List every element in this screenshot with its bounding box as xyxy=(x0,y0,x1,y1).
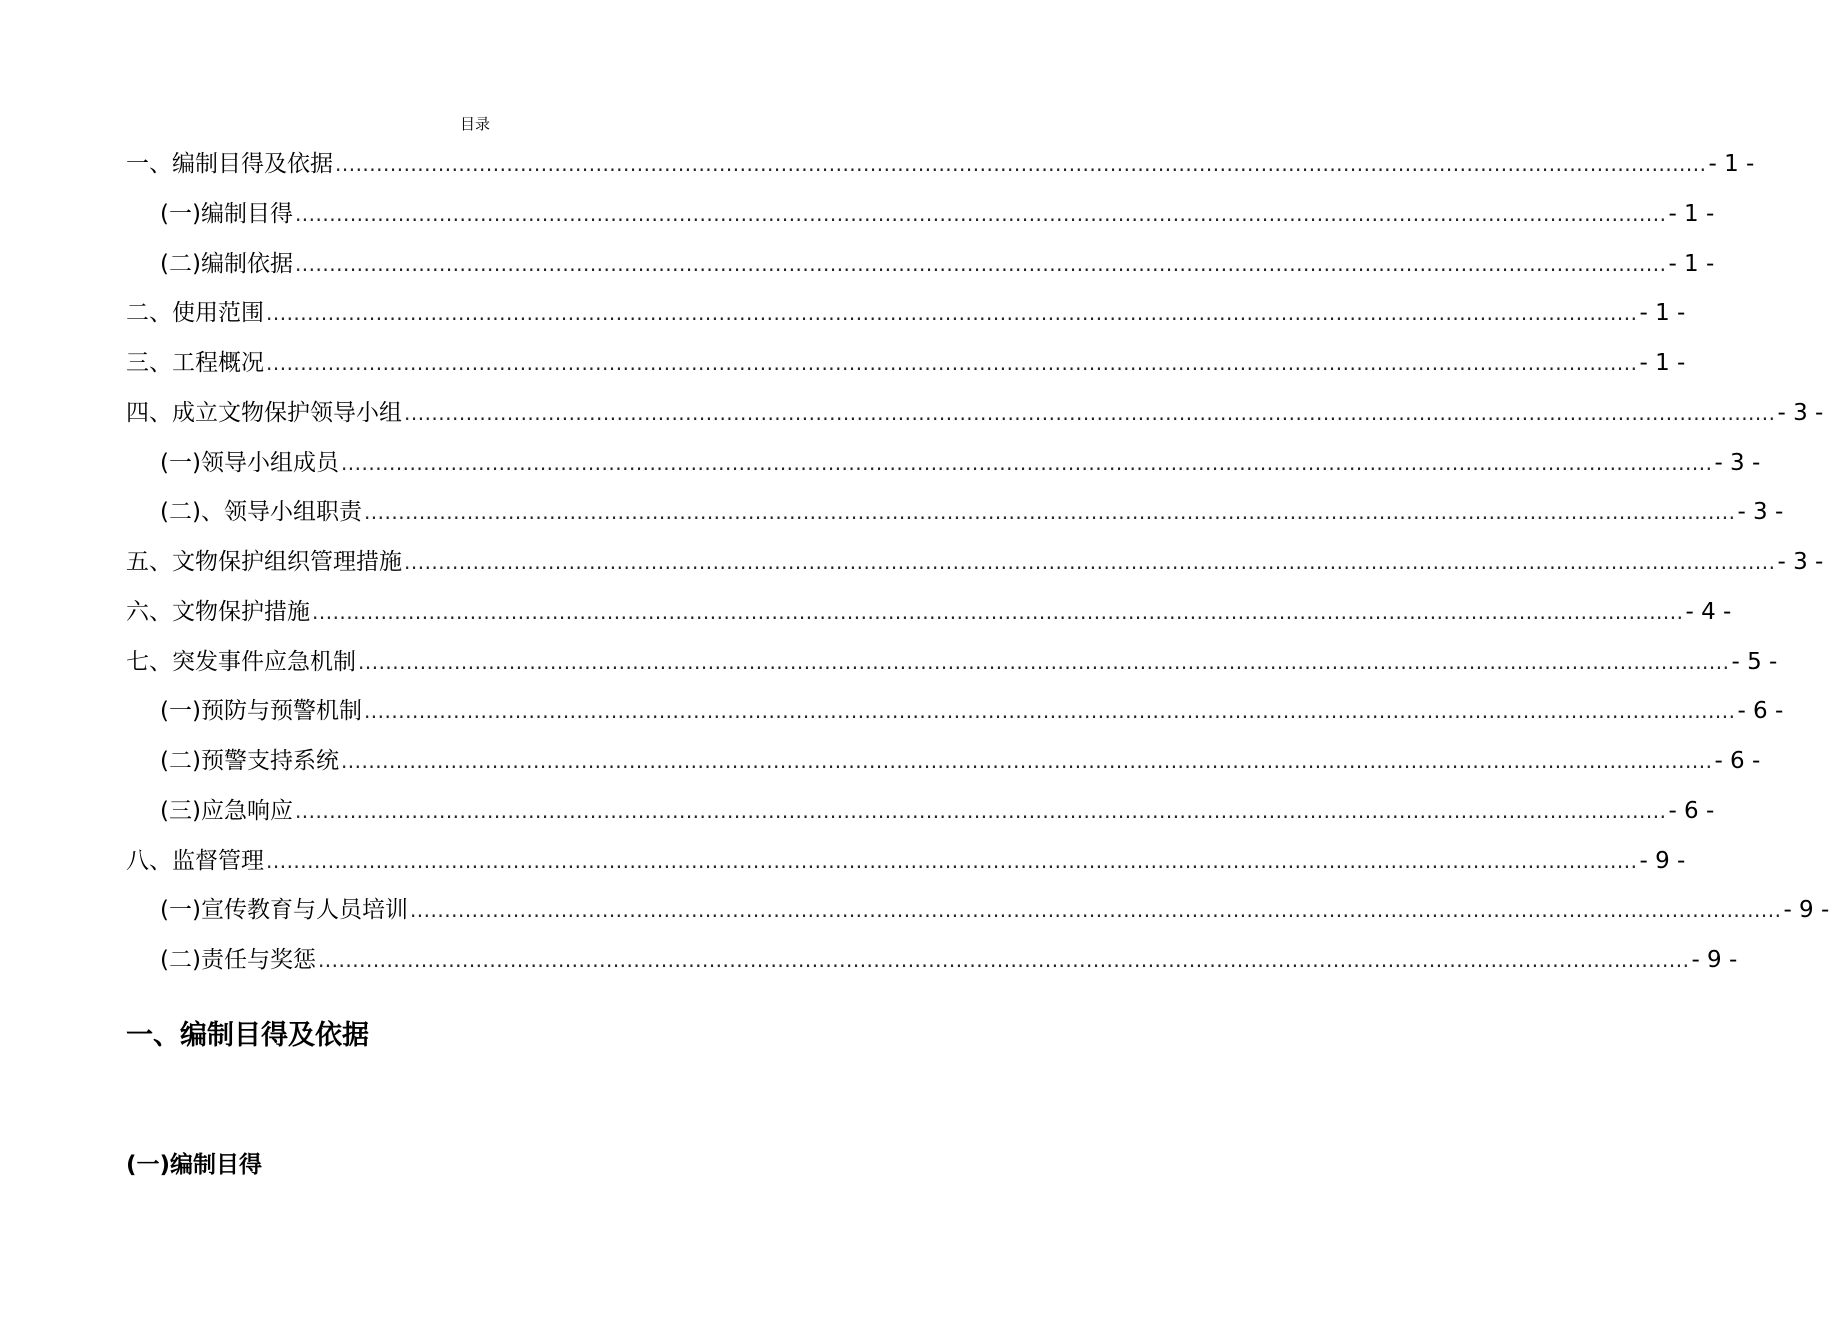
toc-entry-text: (二)、领导小组职责 xyxy=(160,499,362,526)
toc-entry[interactable] xyxy=(126,293,1686,333)
toc-entry[interactable] xyxy=(160,492,1784,532)
toc-entry[interactable] xyxy=(126,542,1824,582)
toc-entry-page: - 9 - xyxy=(1691,947,1738,973)
toc-leader-dots: ........................................................................................................................................................................................................ xyxy=(340,450,1713,475)
toc-entry-page: - 6 - xyxy=(1668,797,1715,824)
toc-entry[interactable] xyxy=(126,592,1732,632)
toc-entry-page: - 6 - xyxy=(1714,748,1761,774)
toc-entry-text: (二)预警支持系统 xyxy=(160,748,339,774)
toc-entry-page: - 1 - xyxy=(1639,350,1686,376)
toc-entry-page: - 4 - xyxy=(1685,598,1732,625)
toc-entry[interactable] xyxy=(126,393,1824,433)
toc-entry[interactable] xyxy=(160,791,1715,831)
toc-leader-dots: ........................................................................................................................................................................................................ xyxy=(294,201,1667,226)
toc-leader-dots: ........................................................................................................................................................................................................ xyxy=(404,400,1776,425)
toc-entry-page: - 1 - xyxy=(1639,300,1686,327)
toc-entry-text: 一、编制目得及依据 xyxy=(126,151,333,177)
toc-entry[interactable] xyxy=(160,194,1715,234)
toc-entry[interactable] xyxy=(160,940,1738,980)
toc-leader-dots: ........................................................................................................................................................................................................ xyxy=(363,500,1736,525)
toc-entry[interactable] xyxy=(160,244,1715,284)
toc-leader-dots: ........................................................................................................................................................................................................ xyxy=(312,599,1684,624)
toc-entry-text: (一)编制目得 xyxy=(160,200,293,227)
toc-entry-text: 七、突发事件应急机制 xyxy=(126,648,356,675)
toc-entry[interactable] xyxy=(126,841,1686,881)
toc-entry-page: - 3 - xyxy=(1737,499,1784,526)
toc-leader-dots: ........................................................................................................................................................................................................ xyxy=(266,351,1638,375)
toc-entry-page: - 3 - xyxy=(1714,449,1761,476)
toc-entry-page: - 9 - xyxy=(1639,847,1686,874)
toc-entry-text: 八、监督管理 xyxy=(126,847,264,874)
toc-entry-text: 三、工程概况 xyxy=(126,350,264,376)
toc-entry-text: 六、文物保护措施 xyxy=(126,598,310,625)
toc-entry-text: (一)宣传教育与人员培训 xyxy=(160,897,408,924)
toc-entry-page: - 1 - xyxy=(1708,151,1755,177)
toc-entry-text: 四、成立文物保护领导小组 xyxy=(126,399,402,426)
toc-leader-dots: ........................................................................................................................................................................................................ xyxy=(294,798,1667,823)
toc-entry-text: (二)责任与奖惩 xyxy=(160,947,316,973)
toc-entry-page: - 3 - xyxy=(1777,399,1824,426)
toc-entry[interactable] xyxy=(160,890,1829,930)
toc-leader-dots: ........................................................................................................................................................................................................ xyxy=(340,749,1713,773)
toc-entry[interactable] xyxy=(160,741,1761,781)
toc-entry[interactable] xyxy=(126,642,1778,682)
toc-entry-text: 二、使用范围 xyxy=(126,300,264,327)
toc-leader-dots: ........................................................................................................................................................................................................ xyxy=(335,152,1707,176)
toc-entry-page: - 5 - xyxy=(1731,648,1778,675)
toc-entry-text: (一)领导小组成员 xyxy=(160,449,339,476)
subsection-heading: (一)编制目得 xyxy=(126,1152,263,1178)
toc-leader-dots: ........................................................................................................................................................................................................ xyxy=(358,649,1730,674)
toc-leader-dots: ........................................................................................................................................................................................................ xyxy=(404,550,1776,574)
toc-entry-text: (三)应急响应 xyxy=(160,797,293,824)
toc-leader-dots: ........................................................................................................................................................................................................ xyxy=(317,948,1690,972)
section-heading: 一、编制目得及依据 xyxy=(126,1020,369,1051)
toc-leader-dots: ........................................................................................................................................................................................................ xyxy=(266,301,1638,326)
toc-leader-dots: ........................................................................................................................................................................................................ xyxy=(294,251,1667,276)
toc-entry-page: - 9 - xyxy=(1783,897,1829,924)
toc-leader-dots: ........................................................................................................................................................................................................ xyxy=(266,848,1638,873)
toc-leader-dots: ........................................................................................................................................................................................................ xyxy=(409,898,1782,923)
toc-entry-text: (二)编制依据 xyxy=(160,250,293,277)
toc-entry-page: - 1 - xyxy=(1668,200,1715,227)
toc-title: 目录 xyxy=(459,115,490,133)
toc-entry-page: - 1 - xyxy=(1668,250,1715,277)
toc-entry[interactable] xyxy=(160,691,1784,731)
toc-leader-dots: ........................................................................................................................................................................................................ xyxy=(363,699,1736,724)
toc-entry-text: (一)预防与预警机制 xyxy=(160,698,362,725)
toc-entry-text: 五、文物保护组织管理措施 xyxy=(126,549,402,575)
toc-entry-page: - 6 - xyxy=(1737,698,1784,725)
toc-entry[interactable] xyxy=(126,144,1755,184)
toc-entry[interactable] xyxy=(126,343,1686,383)
toc-entry-page: - 3 - xyxy=(1777,549,1824,575)
toc-entry[interactable] xyxy=(160,443,1761,483)
